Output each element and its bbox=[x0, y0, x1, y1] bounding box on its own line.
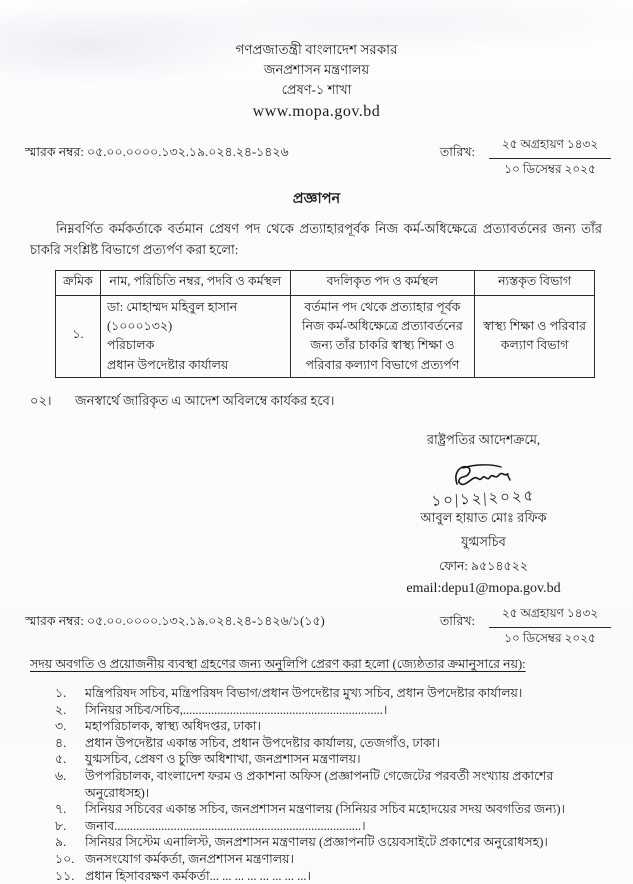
list-item-number: ১১. bbox=[55, 868, 75, 883]
date-gregorian-1: ১০ ডিসেম্বর ২০২৫ bbox=[504, 162, 596, 176]
col-header-serial: ক্রমিক bbox=[56, 270, 101, 295]
ministry-website-url: www.mopa.gov.bd bbox=[252, 103, 381, 120]
date-bangla-2: ২৫ অগ্রহায়ণ ১৪৩২ bbox=[489, 605, 611, 628]
list-item-number: ৫. bbox=[55, 752, 67, 767]
date-gregorian-2: ১০ ডিসেম্বর ২০২৫ bbox=[504, 631, 596, 646]
list-item bbox=[55, 685, 613, 702]
col-header-transfer: বদলিকৃত পদ ও কর্মস্থল bbox=[290, 270, 475, 295]
memo-row-2 bbox=[25, 605, 611, 650]
ministry-name: জনপ্রশাসন মন্ত্রণালয় bbox=[263, 62, 370, 77]
list-item bbox=[55, 851, 613, 868]
list-item-number: ১০. bbox=[55, 852, 75, 867]
paragraph-02-text: জনস্বার্থে জারিকৃত এ আদেশ অবিলম্বে কার্যকর হবে। bbox=[75, 393, 335, 409]
list-item-number: ৪. bbox=[55, 735, 67, 750]
date-label-2: তারিখ: bbox=[439, 614, 475, 629]
list-item-text: যুগ্মসচিব, প্রেষণ ও চুক্তি অধিশাখা, জনপ্রশাসন মন্ত্রণালয়। bbox=[85, 752, 361, 767]
list-item-text: মন্ত্রিপরিষদ সচিব, মন্ত্রিপরিষদ বিভাগ/প্রধান উপদেষ্টার মুখ্য সচিব, প্রধান উপদেষ্টার কার্যালয়। bbox=[85, 686, 523, 701]
table-row bbox=[56, 295, 595, 378]
list-item-text: সিনিয়র সিস্টেম এনালিস্ট, জনপ্রশাসন মন্ত্রণালয় (প্রজ্ঞাপনটি ওয়েবসাইটে প্রকাশের অনুরোধসহ)। bbox=[85, 835, 548, 850]
distribution-list bbox=[55, 685, 613, 884]
list-item bbox=[55, 735, 613, 752]
list-item bbox=[55, 718, 613, 735]
paragraph-02-number: ০২। bbox=[30, 393, 52, 409]
list-item-text: প্রধান উপদেষ্টার একান্ত সচিব, প্রধান উপদেষ্টার কার্যালয়, তেজগাঁও, ঢাকা। bbox=[85, 735, 440, 750]
officer-office: প্রধান উপদেষ্টার কার্যালয় bbox=[106, 357, 229, 372]
list-item-number: ৮. bbox=[55, 818, 67, 833]
list-item bbox=[55, 702, 613, 719]
opening-paragraph: নিম্নবর্ণিত কর্মকর্তাকে বর্তমান প্রেষণ পদ থেকে প্রত্যাহারপূর্বক নিজ কর্ম-অধিক্ষেত্রে প্রত্যাবর্তনের জন্য তাঁর চাকরি সংশ্লিষ্ট বিভাগে প্রত্যর্পণ করা হলো: bbox=[30, 221, 602, 257]
date-stack-1 bbox=[489, 136, 611, 181]
list-item-number: ৭. bbox=[55, 802, 67, 817]
list-item-number: ৯. bbox=[55, 835, 67, 850]
list-item bbox=[55, 834, 613, 851]
cell-serial: ১. bbox=[56, 295, 101, 378]
list-item-text: জনাব...............................................................................। bbox=[85, 818, 366, 833]
date-label-1: তারিখ: bbox=[439, 145, 475, 159]
cell-name bbox=[100, 295, 290, 378]
list-item-number: ১. bbox=[55, 686, 67, 701]
list-item-text: প্রধান হিসাবরক্ষণ কর্মকর্তা... ... ... ... ... ... ... ...। bbox=[85, 868, 311, 883]
list-item-text: জনসংযোগ কর্মকর্তা, জনপ্রশাসন মন্ত্রণালয়। bbox=[85, 852, 294, 867]
table-header-row bbox=[56, 270, 595, 295]
cell-department: স্বাস্থ্য শিক্ষা ও পরিবার কল্যাণ বিভাগ bbox=[475, 295, 595, 378]
memo-number-2: স্মারক নম্বর: ০৫.০০.০০০০.১৩২.১৯.০২৪.২৪-১৪২৬/১(১৫) bbox=[25, 614, 325, 629]
list-item bbox=[55, 868, 613, 884]
branch-name: প্রেষণ-১ শাখা bbox=[281, 82, 352, 97]
list-item-text: সিনিয়র সচিব/সচিব,................................................................। bbox=[85, 702, 388, 717]
memo-number-1: স্মারক নম্বর: ০৫.০০.০০০০.১৩২.১৯.০২৪.২৪-১৪২৬ bbox=[25, 145, 289, 159]
document-title: প্রজ্ঞাপন bbox=[292, 191, 341, 207]
list-item-text: উপপরিচালক, বাংলাদেশ ফরম ও প্রকাশনা অফিস (প্রজ্ঞাপনটি গেজেটের পরবর্তী সংখ্যায় প্রকাশের অনুরোধসহ)। bbox=[85, 769, 554, 800]
signatory-designation: যুগ্মসচিব bbox=[461, 534, 506, 550]
list-item-text: সিনিয়র সচিবের একান্ত সচিব, জনপ্রশাসন মন্ত্রণালয় (সিনিয়র সচিব মহোদয়ের সদয় অবগতির জন্য)। bbox=[85, 802, 565, 817]
list-item-number: ৩. bbox=[55, 719, 67, 734]
memo-row-1 bbox=[25, 136, 611, 181]
cell-transfer: বর্তমান পদ থেকে প্রত্যাহার পূর্বক নিজ কর্ম-অধিক্ষেত্রে প্রত্যাবর্তনের জন্য তাঁর চাকরি স্বাস্থ্য শিক্ষা ও পরিবার কল্যাণ বিভাগে প্রত্যর্পণ bbox=[290, 295, 475, 378]
signatory-email: email:depu1@mopa.gov.bd bbox=[406, 581, 561, 597]
officer-designation: পরিচালক bbox=[106, 338, 155, 353]
list-item-number: ২. bbox=[55, 702, 67, 717]
by-order-line: রাষ্ট্রপতির আদেশক্রমে, bbox=[426, 432, 541, 448]
signature-area bbox=[0, 431, 591, 597]
col-header-department: ন্যস্তকৃত বিভাগ bbox=[475, 270, 595, 295]
date-bangla-1: ২৫ অগ্রহায়ণ ১৪৩২ bbox=[489, 136, 611, 159]
signatory-name: আবুল হায়াত মোঃ রফিক bbox=[420, 510, 547, 526]
list-item-number: ৬. bbox=[55, 769, 67, 784]
officer-transfer-table bbox=[55, 270, 595, 379]
distribution-heading: সদয় অবগতি ও প্রয়োজনীয় ব্যবস্থা গ্রহণের জন্য অনুলিপি প্রেরণ করা হলো (জ্যেষ্ঠতার ক্রমানুসারে নয়): bbox=[30, 657, 526, 672]
list-item-text: মহাপরিচালক, স্বাস্থ্য অধিদপ্তর, ঢাকা। bbox=[85, 719, 261, 734]
signatory-phone: ফোন: ৯৫১৪৫২২ bbox=[439, 559, 528, 574]
handwritten-date: ১০|১২|২০২৫ bbox=[431, 488, 536, 510]
list-item bbox=[55, 751, 613, 768]
list-item bbox=[55, 818, 613, 835]
letterhead bbox=[0, 40, 633, 122]
government-name: গণপ্রজাতন্ত্রী বাংলাদেশ সরকার bbox=[235, 42, 398, 57]
date-stack-2 bbox=[489, 605, 611, 650]
list-item bbox=[55, 768, 613, 801]
col-header-name: নাম, পরিচিতি নম্বর, পদবি ও কর্মস্থল bbox=[100, 270, 290, 295]
paragraph-02 bbox=[30, 392, 603, 413]
list-item bbox=[55, 801, 613, 818]
officer-name: ডা: মোহাম্মদ মহিবুল হাসান (১০০০১৩২) bbox=[106, 299, 238, 333]
